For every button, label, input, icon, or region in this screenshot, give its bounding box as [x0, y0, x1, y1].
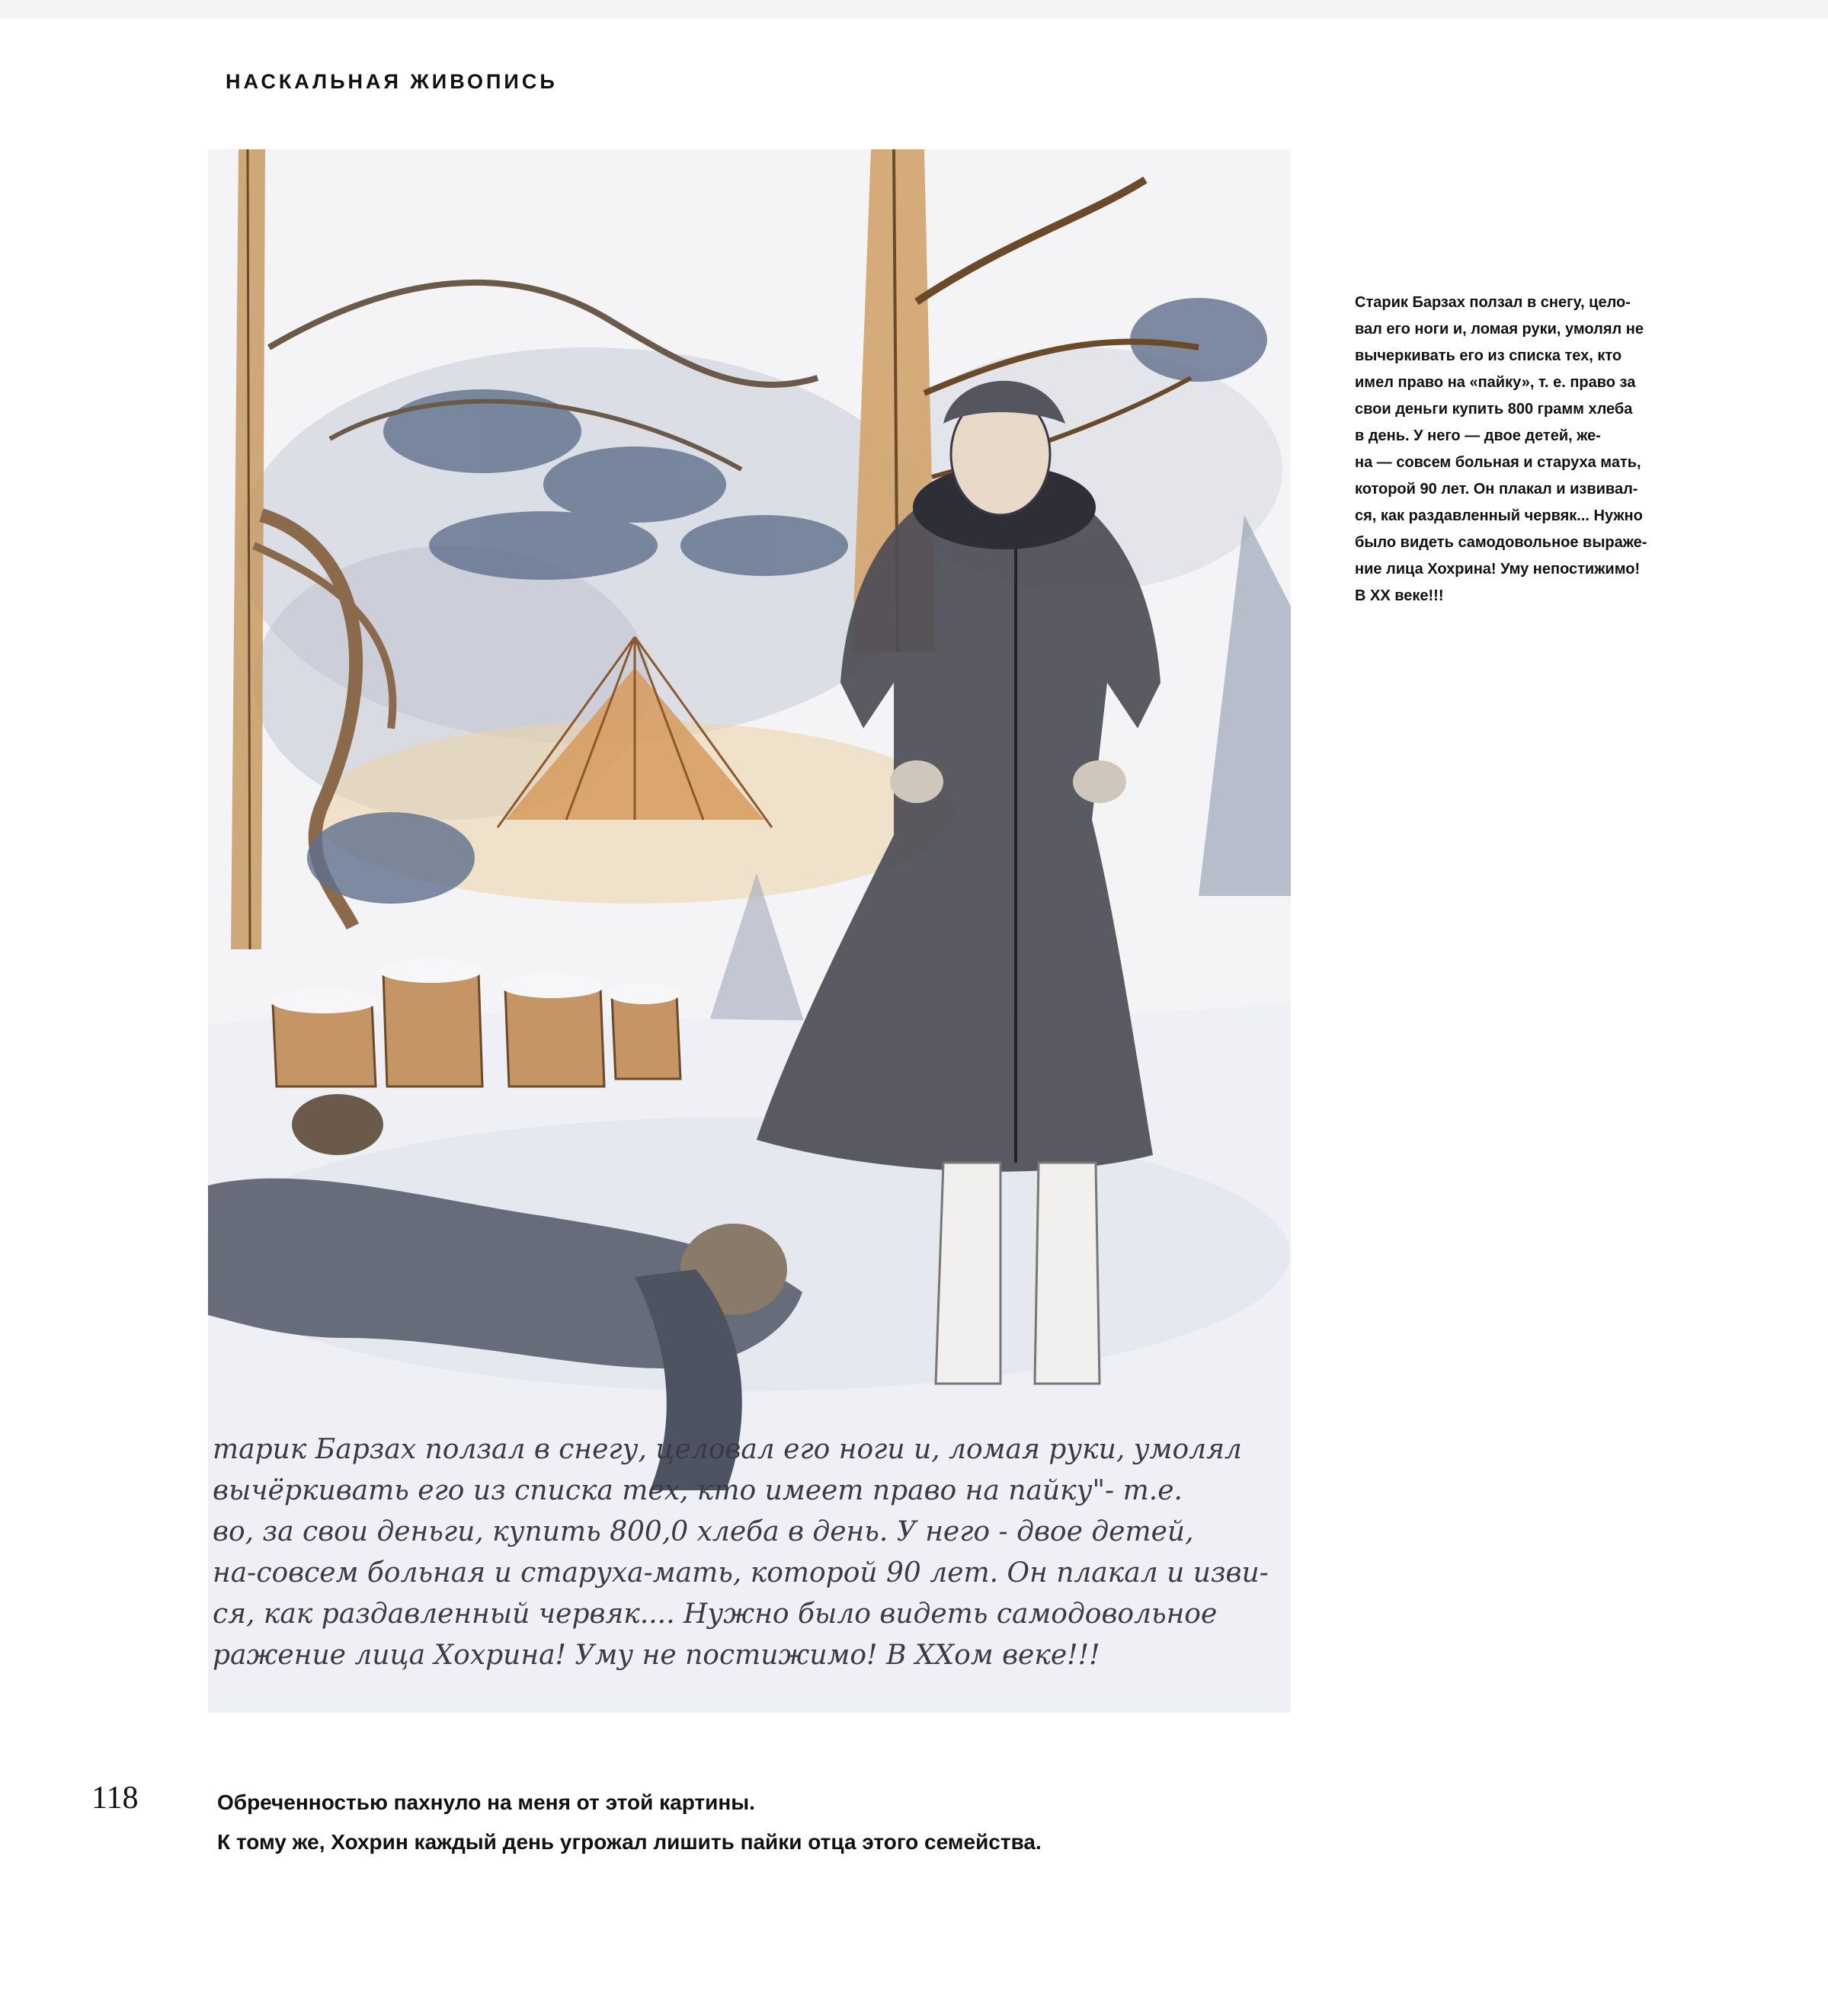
footer-caption: [217, 1783, 1360, 1862]
side-caption-line: в день. У него — двое детей, же-: [1355, 427, 1601, 444]
footer-line-1: Обреченностью пахнуло на меня от этой картины.: [217, 1790, 755, 1814]
page-number: 118: [91, 1781, 139, 1816]
handwritten-line: ражение лица Хохрина! Уму не постижимо! В XXом веке!!!: [213, 1640, 1100, 1671]
handwritten-line: тарик Барзах ползал в снегу, целовал его ноги и, ломая руки, умолял: [213, 1434, 1242, 1465]
running-head: НАСКАЛЬНАЯ ЖИВОПИСЬ: [226, 70, 558, 93]
handwritten-caption: [213, 1429, 1287, 1676]
side-caption-line: В XX веке!!!: [1355, 587, 1444, 604]
side-caption-line: на — совсем больная и старуха мать,: [1355, 454, 1641, 471]
handwritten-line: на-совсем больная и старуха-мать, которой 90 лет. Он плакал и изви-: [213, 1557, 1269, 1589]
side-caption-line: имел право на «пайку», т. е. право за: [1355, 374, 1636, 391]
side-caption-line: ние лица Хохрина! Уму непостижимо!: [1355, 561, 1641, 578]
side-caption: [1355, 290, 1728, 610]
side-caption-line: было видеть самодовольное выраже-: [1355, 534, 1647, 551]
handwritten-line: вычёркивать его из списка тех, кто имеет право на пайку"- т.е.: [213, 1475, 1183, 1506]
side-caption-line: вычеркивать его из списка тех, кто: [1355, 347, 1622, 364]
footer-line-2: К тому же, Хохрин каждый день угрожал лишить пайки отца этого семейства.: [217, 1830, 1042, 1854]
illustration: [208, 149, 1291, 1713]
top-strip: [0, 0, 1828, 18]
side-caption-line: вал его ноги и, ломая руки, умолял не: [1355, 321, 1644, 338]
side-caption-line: свои деньги купить 800 грамм хлеба: [1355, 401, 1633, 418]
handwritten-line: во, за свои деньги, купить 800,0 хлеба в день. У него - двое детей,: [213, 1516, 1194, 1547]
side-caption-line: ся, как раздавленный червяк... Нужно: [1355, 507, 1643, 524]
side-caption-line: которой 90 лет. Он плакал и извивал-: [1355, 481, 1638, 498]
side-caption-line: Старик Барзах ползал в снегу, цело-: [1355, 294, 1631, 311]
handwritten-line: ся, как раздавленный червяк.... Нужно было видеть самодовольное: [213, 1598, 1218, 1630]
